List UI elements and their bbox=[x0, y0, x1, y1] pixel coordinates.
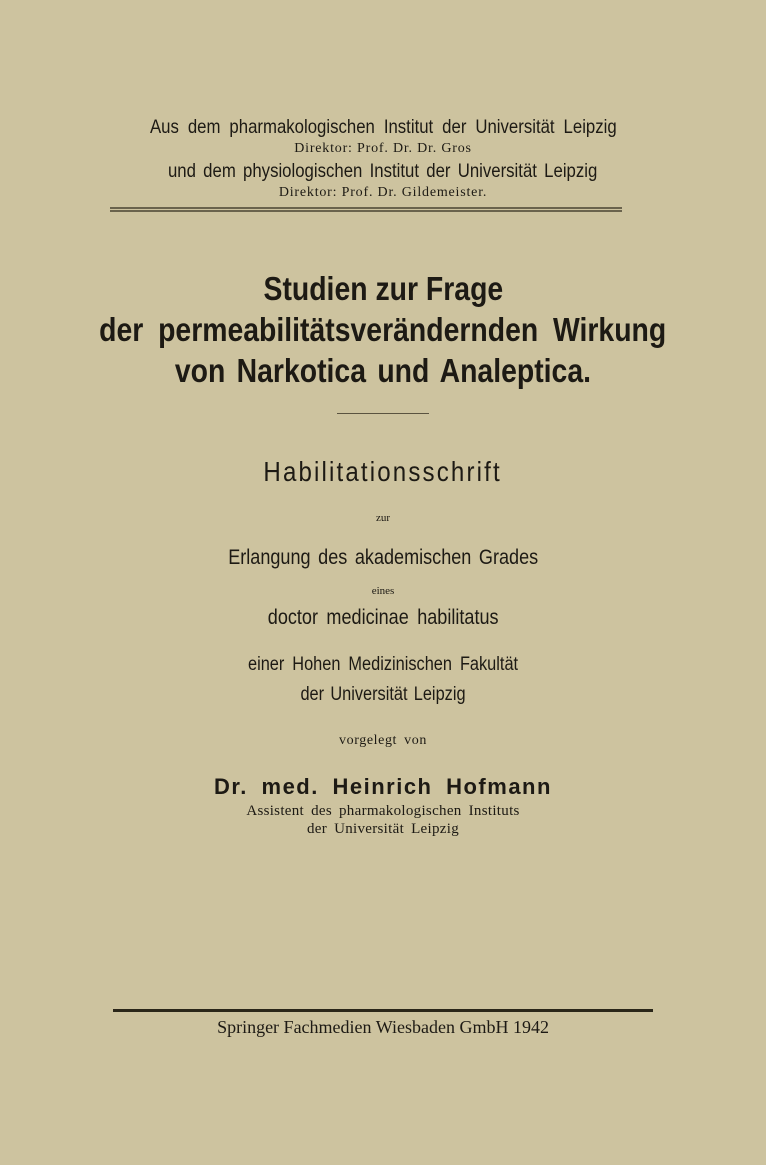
footer-rule bbox=[113, 1009, 653, 1012]
author-position-line-2: der Universität Leipzig bbox=[306, 821, 460, 837]
title-line-3: von Narkotica und Analeptica. bbox=[174, 352, 592, 389]
institute-line-1: Aus dem pharmakologischen Institut der Universität Leipzig bbox=[149, 116, 617, 138]
thesis-degree: doctor medicinae habilitatus bbox=[267, 606, 499, 629]
faculty-line-1: einer Hohen Medizinischen Fakultät bbox=[247, 654, 519, 675]
thesis-zur: zur bbox=[375, 512, 391, 524]
title-line-2: der permeabilitätsverändernden Wirkung bbox=[99, 311, 667, 348]
header-double-rule bbox=[110, 207, 622, 212]
thesis-purpose: Erlangung des akademischen Grades bbox=[228, 546, 538, 569]
thesis-type: Habilitationsschrift bbox=[263, 456, 503, 487]
thesis-eines: eines bbox=[371, 585, 395, 597]
title-short-rule bbox=[337, 413, 429, 414]
submitted-by: vorgelegt von bbox=[339, 733, 427, 748]
title-line-1: Studien zur Frage bbox=[263, 270, 503, 307]
publisher-imprint: Springer Fachmedien Wiesbaden GmbH 1942 bbox=[217, 1017, 549, 1037]
author-position-line-1: Assistent des pharmakologischen Instituts bbox=[246, 803, 520, 819]
author-name: Dr. med. Heinrich Hofmann bbox=[214, 774, 552, 799]
institute-line-2: und dem physiologischen Institut der Universität Leipzig bbox=[168, 160, 598, 182]
faculty-line-2: der Universität Leipzig bbox=[300, 684, 466, 705]
director-line-2: Direktor: Prof. Dr. Gildemeister. bbox=[278, 185, 488, 200]
director-line-1: Direktor: Prof. Dr. Dr. Gros bbox=[294, 141, 472, 156]
